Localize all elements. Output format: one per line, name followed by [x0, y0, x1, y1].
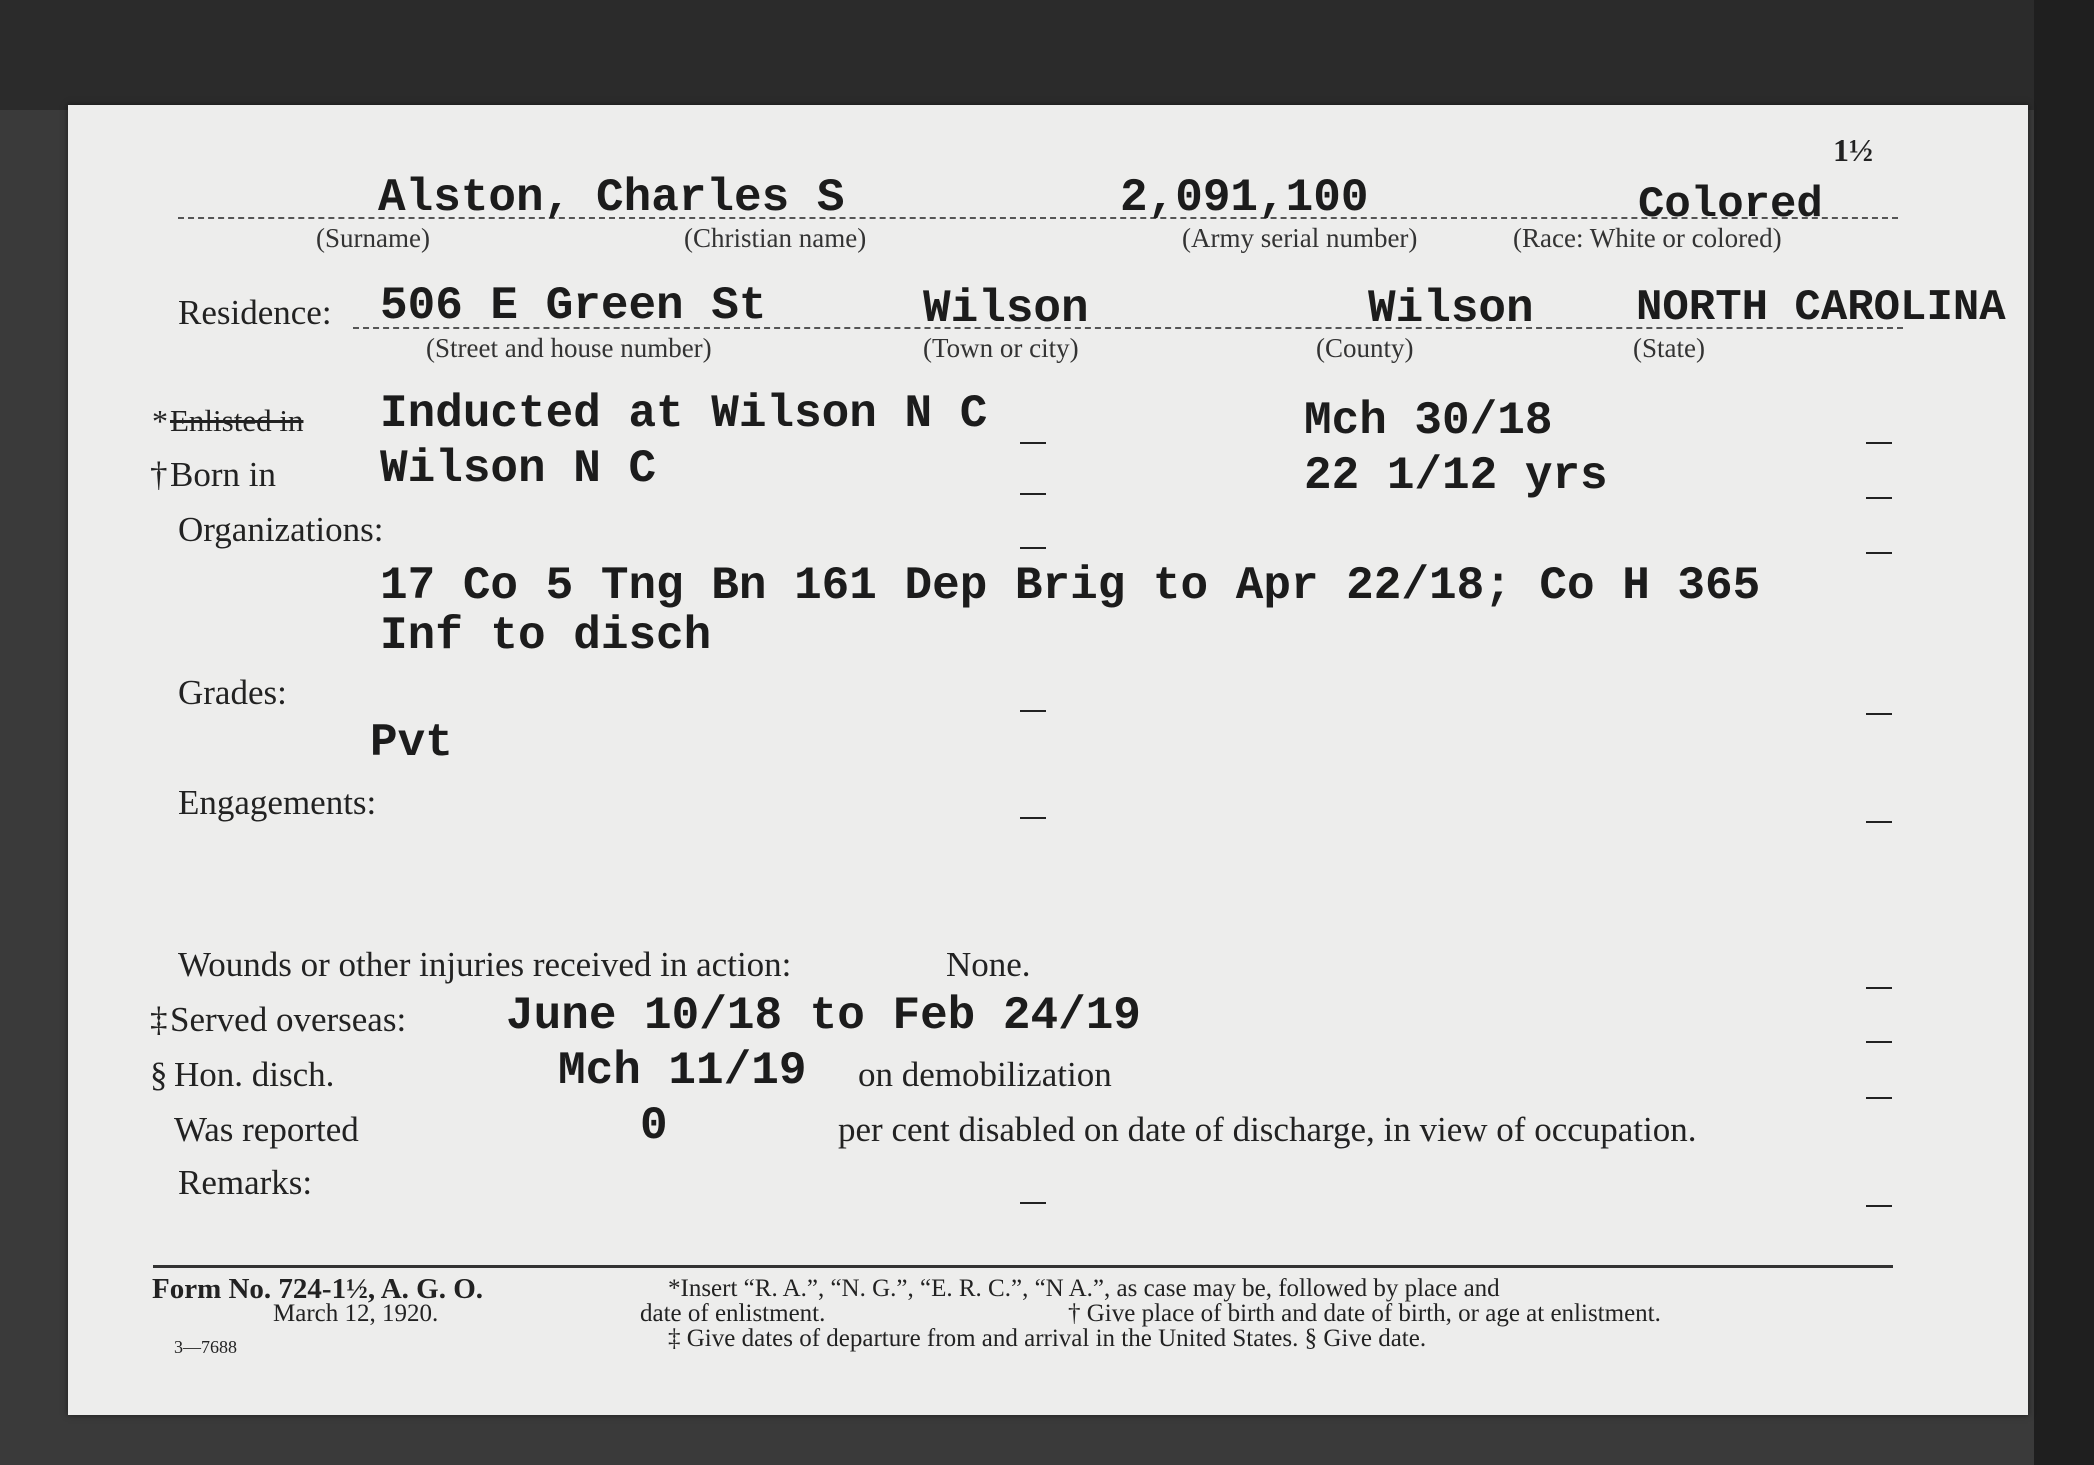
organizations-line-2: Inf to disch — [380, 610, 712, 662]
dash-mark — [1020, 547, 1046, 549]
enlisted-date: Mch 30/18 — [1304, 395, 1553, 447]
state-caption: (State) — [1633, 333, 1705, 363]
overseas-value: June 10/18 to Feb 24/19 — [506, 990, 1141, 1042]
footer-rule — [153, 1265, 1893, 1268]
dash-mark — [1020, 493, 1046, 495]
wounds-label: Wounds or other injuries received in action: — [178, 945, 792, 984]
discharge-label: Hon. disch. — [174, 1055, 335, 1094]
organizations-label: Organizations: — [178, 510, 384, 549]
christian-name-value: Charles S — [596, 172, 845, 224]
dash-mark — [1020, 710, 1046, 712]
scan-backdrop-top — [0, 0, 2094, 110]
dash-mark — [1866, 497, 1892, 499]
enlisted-label: Enlisted in — [170, 403, 304, 438]
born-age: 22 1/12 yrs — [1304, 450, 1608, 502]
race-value: Colored — [1638, 180, 1823, 230]
dash-mark — [1866, 1041, 1892, 1043]
enlisted-value: Inducted at Wilson N C — [380, 388, 988, 440]
born-label: Born in — [170, 455, 276, 494]
form-number: Form No. 724-1½, A. G. O. — [152, 1273, 484, 1305]
reported-value: 0 — [640, 1100, 668, 1152]
surname-value: Alston, — [378, 172, 572, 224]
footnote-birth: † Give place of birth and date of birth, or age at enlistment. — [1068, 1300, 1661, 1327]
form-date: March 12, 1920. — [273, 1300, 439, 1327]
dash-mark — [1866, 1097, 1892, 1099]
dash-mark — [1866, 713, 1892, 715]
scan-backdrop-right — [2034, 0, 2094, 1465]
discharge-marker: § — [150, 1055, 168, 1094]
town-value: Wilson — [923, 283, 1089, 335]
footnote-enlistment-cont: date of enlistment. — [640, 1300, 826, 1327]
discharge-value: Mch 11/19 — [558, 1045, 807, 1097]
dash-mark — [1866, 821, 1892, 823]
county-caption: (County) — [1316, 333, 1414, 363]
footnote-enlistment: *Insert “R. A.”, “N. G.”, “E. R. C.”, “N A.”, as case may be, followed by place and — [668, 1275, 1500, 1302]
reported-label: Was reported — [174, 1110, 359, 1149]
street-value: 506 E Green St — [380, 280, 767, 332]
christian-name-caption: (Christian name) — [684, 223, 867, 253]
form-fraction: 1½ — [1833, 132, 1873, 168]
dash-mark — [1866, 442, 1892, 444]
footnote-overseas: ‡ Give dates of departure from and arrival in the United States. § Give date. — [668, 1325, 1427, 1352]
overseas-marker: ‡ — [150, 1000, 168, 1039]
grades-value: Pvt — [370, 717, 453, 769]
wounds-value: None. — [946, 945, 1031, 984]
town-caption: (Town or city) — [923, 333, 1079, 363]
dash-mark — [1866, 1205, 1892, 1207]
race-caption: (Race: White or colored) — [1513, 223, 1782, 253]
born-value: Wilson N C — [380, 443, 657, 495]
organizations-line-1: 17 Co 5 Tng Bn 161 Dep Brig to Apr 22/18; Co H 365 — [380, 560, 1761, 612]
county-value: Wilson — [1368, 283, 1534, 335]
overseas-label: Served overseas: — [170, 1000, 407, 1039]
serial-number-caption: (Army serial number) — [1182, 223, 1418, 253]
engagements-label: Engagements: — [178, 783, 377, 822]
residence-label: Residence: — [178, 293, 332, 332]
form-code: 3—7688 — [174, 1337, 237, 1357]
dash-mark — [1020, 1202, 1046, 1204]
state-value: NORTH CAROLINA — [1636, 283, 2006, 333]
enlisted-marker: * — [152, 403, 168, 439]
grades-label: Grades: — [178, 673, 287, 712]
reported-suffix: per cent disabled on date of discharge, in view of occupation. — [838, 1110, 1697, 1149]
dash-mark — [1866, 552, 1892, 554]
serial-number-value: 2,091,100 — [1120, 172, 1369, 224]
service-record-card — [68, 105, 2028, 1415]
dash-mark — [1020, 442, 1046, 444]
street-caption: (Street and house number) — [426, 333, 712, 363]
dash-mark — [1020, 817, 1046, 819]
surname-caption: (Surname) — [316, 223, 430, 253]
remarks-label: Remarks: — [178, 1163, 313, 1202]
born-marker: † — [150, 455, 168, 494]
discharge-suffix: on demobilization — [858, 1055, 1112, 1094]
dash-mark — [1866, 987, 1892, 989]
